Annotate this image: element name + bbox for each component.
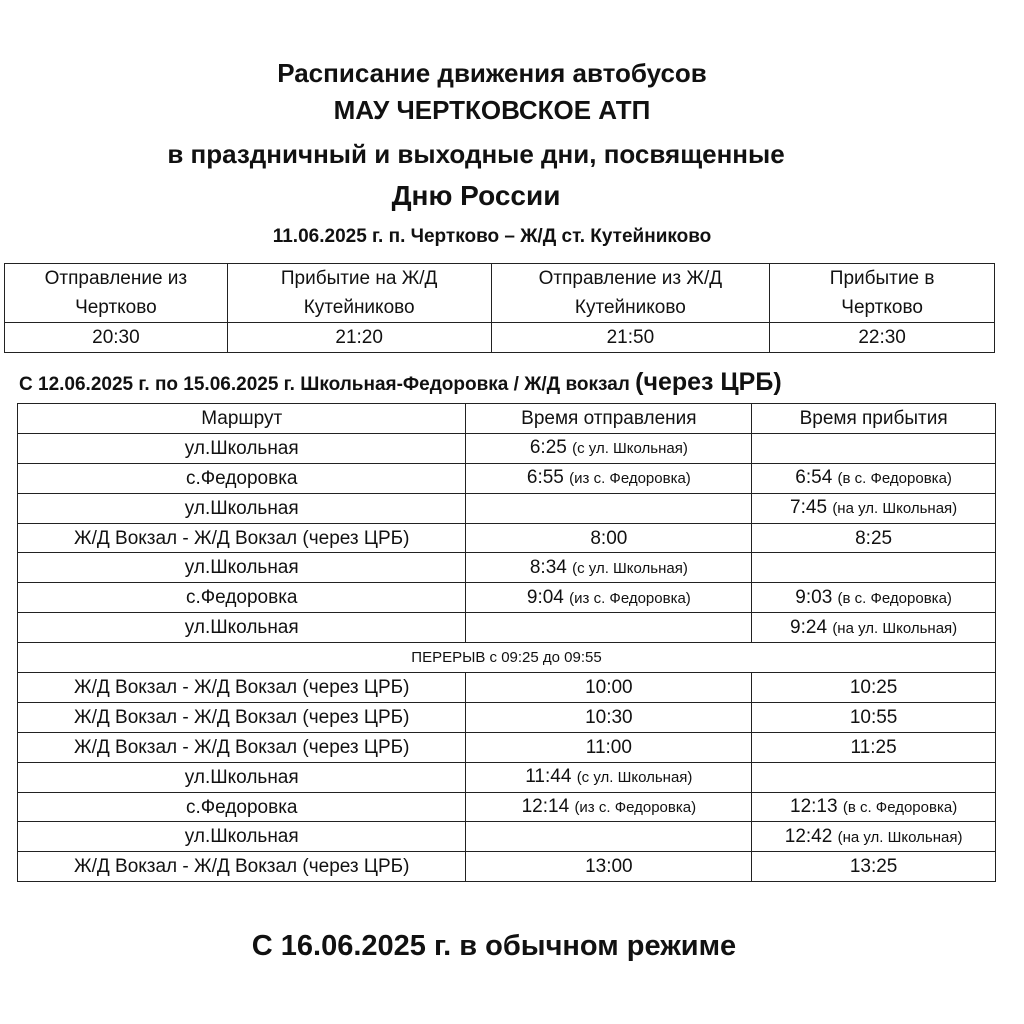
arrival-cell (752, 732, 996, 762)
departure-cell (466, 523, 752, 553)
route-cell: ул.Школьная (18, 822, 466, 852)
table-row (18, 613, 996, 643)
title-line-3: в праздничный и выходные дни, посвященные (167, 139, 785, 169)
arrival-cell (752, 613, 996, 643)
table-row (5, 323, 995, 353)
schedule-table-june-12-15 (17, 403, 996, 882)
time-value: 9:24 (790, 616, 828, 638)
header-cell: Отправление из Ж/Д Кутейниково (491, 264, 770, 323)
section-heading-emphasis: (через ЦРБ) (635, 368, 782, 396)
table-row (18, 433, 996, 463)
route-cell: Ж/Д Вокзал - Ж/Д Вокзал (через ЦРБ) (18, 673, 466, 703)
section-heading (19, 368, 782, 397)
arrival-cell (752, 493, 996, 523)
table-row (18, 792, 996, 822)
arrival-cell (752, 702, 996, 732)
departure-cell (466, 553, 752, 583)
table-row (18, 852, 996, 882)
time-value: 10:00 (585, 676, 633, 698)
time-note: (в с. Федоровка) (837, 589, 952, 607)
time-value: 6:25 (529, 437, 567, 459)
time-note: (с ул. Школьная) (572, 559, 688, 577)
time-value: 10:25 (849, 676, 898, 698)
time-value: 9:03 (795, 586, 833, 608)
title-line-2: МАУ ЧЕРТКОВСКОЕ АТП (333, 95, 651, 125)
section-heading-text: С 12.06.2025 г. по 15.06.2025 г. Школьная-Федоровка / Ж/Д вокзал (19, 374, 630, 395)
time-value: 8:25 (855, 527, 893, 549)
time-note: (из с. Федоровка) (574, 799, 697, 817)
time-value: 8:00 (590, 527, 628, 549)
table-row (18, 673, 996, 703)
arrival-cell (752, 762, 996, 792)
header-cell: Время отправления (466, 404, 752, 434)
route-cell: Ж/Д Вокзал - Ж/Д Вокзал (через ЦРБ) (18, 732, 466, 762)
table-header-row (18, 404, 996, 434)
time-cell: 20:30 (5, 323, 228, 353)
departure-cell (466, 792, 752, 822)
table-row (18, 553, 996, 583)
time-value: 11:00 (585, 736, 632, 758)
time-value: 10:55 (849, 706, 898, 728)
arrival-cell (752, 583, 996, 613)
time-value: 6:55 (526, 467, 564, 489)
route-date-heading: 11.06.2025 г. п. Чертково – Ж/Д ст. Кутейниково (272, 226, 712, 247)
table-row (18, 493, 996, 523)
schedule-table-june-11 (4, 263, 995, 353)
time-value: 7:45 (790, 497, 828, 519)
break-cell: ПЕРЕРЫВ с 09:25 до 09:55 (18, 643, 996, 673)
time-value: 12:13 (790, 796, 838, 818)
departure-cell (466, 673, 752, 703)
arrival-cell (752, 792, 996, 822)
departure-cell (466, 732, 752, 762)
header-cell: Отправление из Чертково (5, 264, 228, 323)
arrival-cell (752, 852, 996, 882)
table-row (18, 762, 996, 792)
arrival-cell (752, 523, 996, 553)
departure-cell (466, 433, 752, 463)
route-cell: ул.Школьная (18, 553, 466, 583)
departure-cell (466, 583, 752, 613)
departure-cell (466, 852, 752, 882)
table-row (18, 463, 996, 493)
table-row (18, 583, 996, 613)
route-cell: с.Федоровка (18, 463, 466, 493)
arrival-cell (752, 433, 996, 463)
time-value: 6:54 (795, 467, 833, 489)
time-cell: 21:20 (227, 323, 491, 353)
time-value: 10:30 (585, 706, 633, 728)
departure-cell (466, 702, 752, 732)
route-cell: Ж/Д Вокзал - Ж/Д Вокзал (через ЦРБ) (18, 702, 466, 732)
table-row (18, 822, 996, 852)
time-value: 11:25 (850, 736, 897, 758)
header-cell: Прибытие в Чертково (770, 264, 995, 323)
time-value: 12:42 (784, 825, 833, 847)
time-note: (на ул. Школьная) (832, 500, 958, 518)
time-note: (с ул. Школьная) (572, 440, 688, 458)
departure-cell (466, 613, 752, 643)
departure-cell (466, 762, 752, 792)
arrival-cell (752, 822, 996, 852)
departure-cell (466, 493, 752, 523)
time-value: 11:44 (525, 766, 572, 788)
table-row (18, 732, 996, 762)
header-cell: Время прибытия (752, 404, 996, 434)
time-note: (на ул. Школьная) (837, 828, 963, 846)
time-value: 13:00 (585, 856, 633, 878)
time-cell: 21:50 (491, 323, 770, 353)
time-note: (с ул. Школьная) (576, 769, 693, 787)
route-cell: с.Федоровка (18, 583, 466, 613)
arrival-cell (752, 553, 996, 583)
route-cell: ул.Школьная (18, 762, 466, 792)
footer-note: С 16.06.2025 г. в обычном режиме (251, 930, 737, 962)
route-cell: Ж/Д Вокзал - Ж/Д Вокзал (через ЦРБ) (18, 852, 466, 882)
time-note: (на ул. Школьная) (832, 619, 958, 637)
time-note: (в с. Федоровка) (837, 470, 952, 488)
time-value: 13:25 (849, 856, 898, 878)
route-cell: с.Федоровка (18, 792, 466, 822)
time-note: (из с. Федоровка) (569, 470, 691, 488)
table-row (18, 523, 996, 553)
time-note: (в с. Федоровка) (842, 799, 958, 817)
route-cell: ул.Школьная (18, 493, 466, 523)
time-value: 8:34 (529, 556, 567, 578)
time-note: (из с. Федоровка) (569, 589, 691, 607)
departure-cell (466, 463, 752, 493)
break-row (18, 643, 996, 673)
table-row (18, 702, 996, 732)
time-cell: 22:30 (770, 323, 995, 353)
route-cell: ул.Школьная (18, 613, 466, 643)
route-cell: Ж/Д Вокзал - Ж/Д Вокзал (через ЦРБ) (18, 523, 466, 553)
time-value: 12:14 (521, 796, 570, 818)
departure-cell (466, 822, 752, 852)
arrival-cell (752, 673, 996, 703)
route-cell: ул.Школьная (18, 433, 466, 463)
title-line-4: Дню России (391, 180, 561, 211)
header-cell: Прибытие на Ж/Д Кутейниково (227, 264, 491, 323)
arrival-cell (752, 463, 996, 493)
table-header-row (5, 264, 995, 323)
title-line-1: Расписание движения автобусов (277, 58, 707, 88)
time-value: 9:04 (526, 586, 564, 608)
header-cell: Маршрут (18, 404, 466, 434)
